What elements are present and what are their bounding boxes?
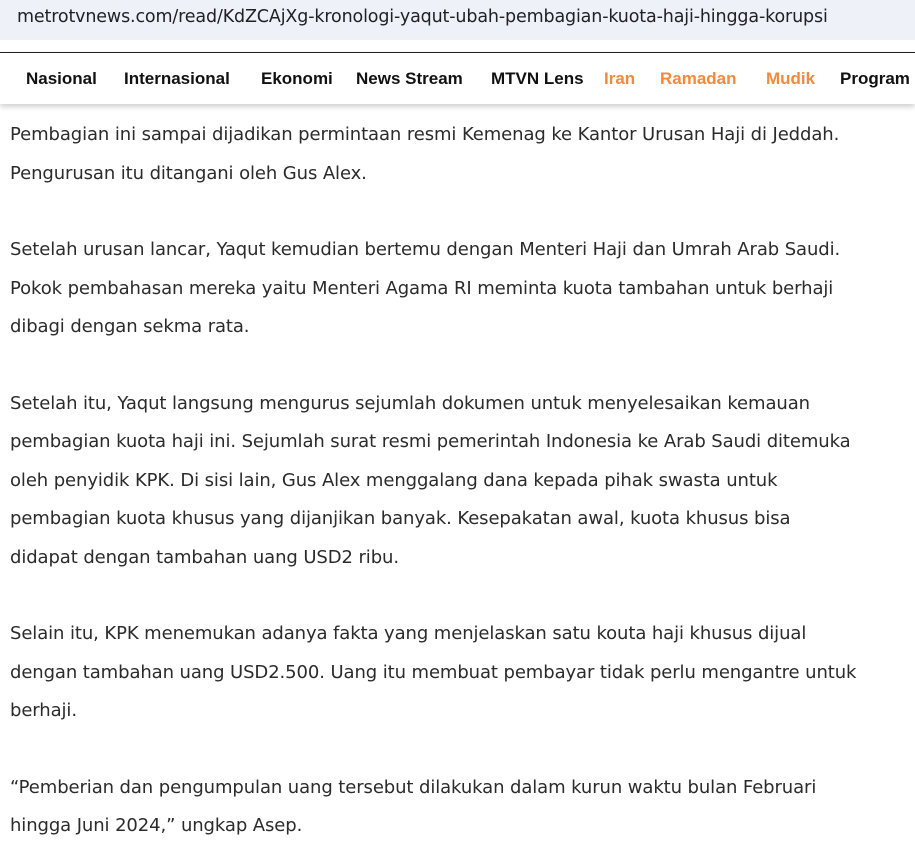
article-body: [10, 116, 915, 844]
article-paragraph: [10, 769, 915, 844]
toolbar-gap: [0, 40, 915, 52]
nav-item-ekonomi[interactable]: Ekonomi: [261, 69, 333, 88]
paragraph-line: pembagian kuota haji ini. Sejumlah surat resmi pemerintah Indonesia ke Arab Saudi ditemuka: [10, 431, 851, 452]
category-navbar: [0, 52, 915, 104]
paragraph-line: dibagi dengan sekma rata.: [10, 316, 250, 337]
paragraph-line: didapat dengan tambahan uang USD2 ribu.: [10, 546, 399, 568]
nav-item-iran[interactable]: Iran: [604, 69, 636, 88]
article-paragraph: [10, 385, 915, 578]
nav-item-nasional[interactable]: Nasional: [26, 69, 97, 88]
nav-item-ramadan[interactable]: Ramadan: [660, 69, 737, 88]
article-paragraph: [10, 116, 915, 193]
nav-item-mudik[interactable]: Mudik: [766, 69, 816, 88]
article-paragraph: [10, 231, 915, 347]
paragraph-line: dengan tambahan uang USD2.500. Uang itu membuat pembayar tidak perlu mengantre untuk: [10, 661, 857, 683]
paragraph-line: Selain itu, KPK menemukan adanya fakta yang menjelaskan satu kouta haji khusus dijual: [10, 623, 807, 644]
nav-item-news-stream[interactable]: News Stream: [356, 69, 463, 88]
paragraph-line: Pembagian ini sampai dijadikan permintaan resmi Kemenag ke Kantor Urusan Haji di Jeddah.: [10, 124, 840, 145]
article-paragraph: [10, 615, 915, 731]
address-bar[interactable]: [0, 0, 915, 40]
paragraph-line: Setelah urusan lancar, Yaqut kemudian bertemu dengan Menteri Haji dan Umrah Arab Saudi.: [10, 239, 841, 260]
paragraph-line: Pokok pembahasan mereka yaitu Menteri Agama RI meminta kuota tambahan untuk berhaji: [10, 277, 834, 299]
paragraph-line: Pengurusan itu ditangani oleh Gus Alex.: [10, 162, 367, 184]
paragraph-line: oleh penyidik KPK. Di sisi lain, Gus Alex menggalang dana kepada pihak swasta untuk: [10, 469, 778, 491]
paragraph-line: pembagian kuota khusus yang dijanjikan banyak. Kesepakatan awal, kuota khusus bisa: [10, 508, 791, 529]
paragraph-line: hingga Juni 2024,” ungkap Asep.: [10, 815, 303, 836]
nav-item-mtvn-lens[interactable]: MTVN Lens: [491, 69, 584, 88]
nav-item-program[interactable]: Program: [840, 69, 910, 88]
nav-item-internasional[interactable]: Internasional: [124, 69, 230, 88]
paragraph-line: “Pemberian dan pengumpulan uang tersebut dilakukan dalam kurun waktu bulan Februari: [10, 776, 817, 798]
url-text[interactable]: metrotvnews.com/read/KdZCAjXg-kronologi-yaqut-ubah-pembagian-kuota-haji-hingga-korupsi: [17, 7, 828, 27]
paragraph-line: berhaji.: [10, 700, 77, 721]
paragraph-line: Setelah itu, Yaqut langsung mengurus sejumlah dokumen untuk menyelesaikan kemauan: [10, 392, 810, 414]
